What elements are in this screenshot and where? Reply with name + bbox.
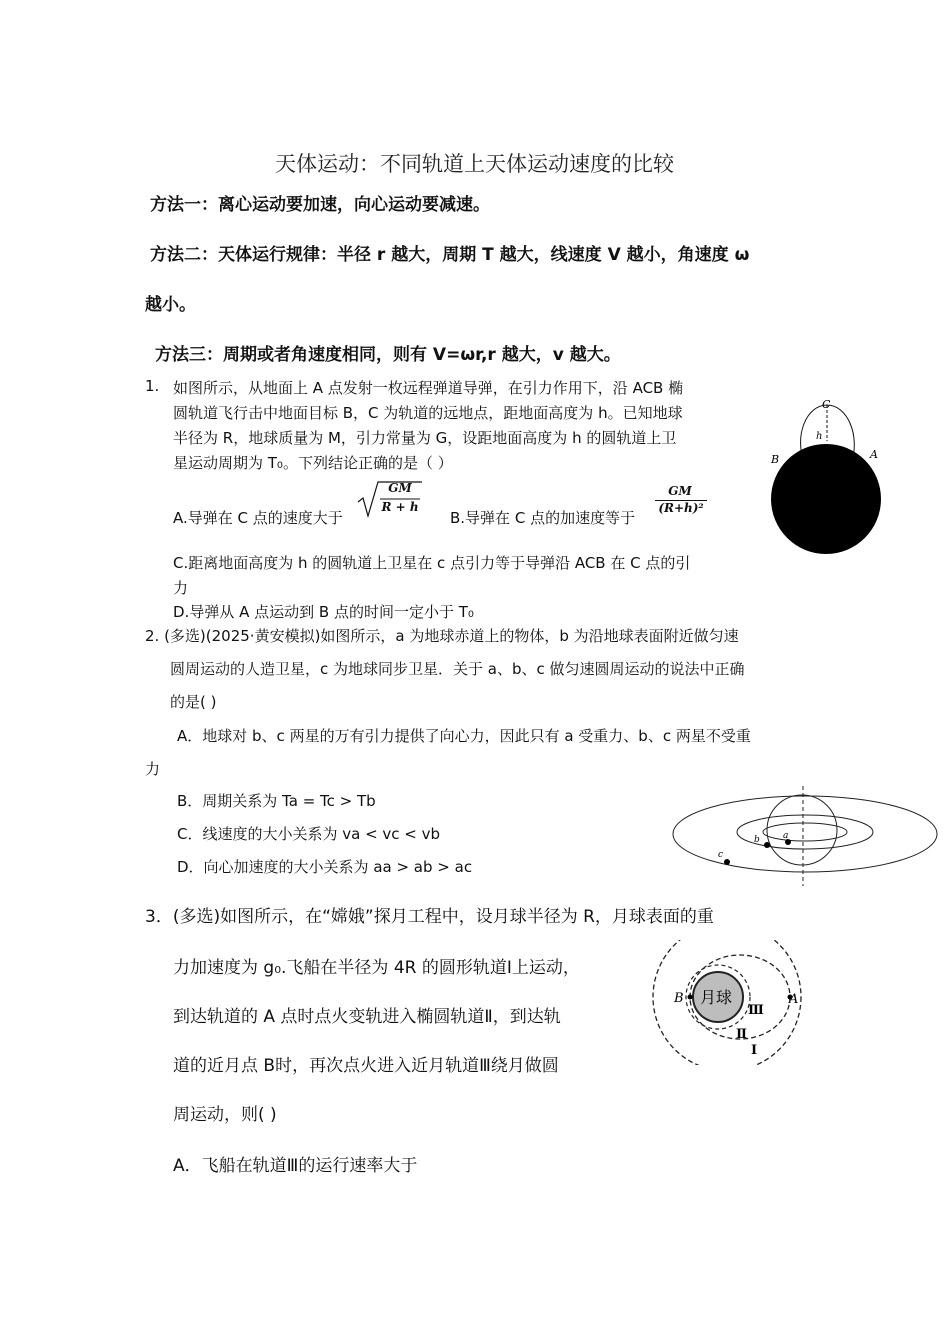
q1-frac-a-numerator: GM — [388, 481, 412, 495]
method-three: 方法三：周期或者角速度相同，则有 V=ωr,r 越大，v 越大。 — [155, 345, 621, 365]
q3-line4: 道的近月点 B时，再次点火进入近月轨道Ⅲ绕月做圆 — [173, 1056, 559, 1076]
q3-label-orbit3: Ⅲ — [748, 1003, 764, 1018]
method-two-line2: 越小。 — [145, 295, 196, 315]
q1-frac-b-numerator: GM — [668, 484, 692, 498]
q1-option-c-line1: C.距离地面高度为 h 的圆轨道上卫星在 c 点引力等于导弹沿 ACB 在 C 点的引 — [173, 554, 691, 572]
q3-label-orbit1: Ⅰ — [751, 1043, 758, 1058]
q2-line3: 的是( ) — [170, 693, 217, 711]
q1-option-a: A.导弹在 C 点的速度大于 — [173, 509, 343, 527]
q1-option-d: D.导弹从 A 点运动到 B 点的时间一定小于 T₀ — [173, 603, 474, 621]
q2-line1: 2. (多选)(2025·黄安模拟)如图所示，a 为地球赤道上的物体，b 为沿地球表面附近做匀速 — [145, 627, 739, 645]
q2-option-b: B．周期关系为 Ta = Tc > Tb — [177, 792, 376, 810]
equator — [763, 823, 847, 841]
q3-line1: 3．(多选)如图所示，在“嫦娥”探月工程中，设月球半径为 R，月球表面的重 — [145, 907, 714, 927]
q3-option-a: A．飞船在轨道Ⅲ的运行速率大于 — [173, 1156, 418, 1176]
q3-line2: 力加速度为 g₀.飞船在半径为 4R 的圆形轨道Ⅰ上运动， — [173, 958, 580, 978]
q1-option-c-line2: 力 — [173, 579, 189, 597]
q3-label-moon: 月球 — [700, 988, 733, 1007]
q1-label-b: B — [771, 453, 780, 466]
q1-frac-b-denominator: (R+h)² — [658, 501, 704, 515]
q2-option-a-line2: 力 — [145, 760, 161, 778]
orbit-c — [673, 796, 937, 872]
q1-line: 半径为 R，地球质量为 M，引力常量为 G，设距地面高度为 h 的圆轨道上卫 — [173, 429, 677, 447]
q3-label-orbit2: Ⅱ — [736, 1027, 747, 1042]
page-title: 天体运动：不同轨道上天体运动速度的比较 — [275, 152, 674, 176]
q1-option-b: B.导弹在 C 点的加速度等于 — [450, 509, 636, 527]
q1-line: 星运动周期为 T₀。下列结论正确的是（ ） — [173, 454, 453, 472]
q2-line2: 圆周运动的人造卫星，c 为地球同步卫星．关于 a、b、c 做匀速圆周运动的说法中正确 — [170, 660, 745, 678]
q1-line: 如图所示，从地面上 A 点发射一枚远程弹道导弹，在引力作用下，沿 ACB 椭 — [173, 379, 684, 397]
q1-line: 圆轨道飞行击中地面目标 B，C 为轨道的远地点，距地面高度为 h。已知地球 — [173, 404, 683, 422]
q2-figure — [672, 780, 942, 890]
q2-label-b: b — [754, 835, 760, 845]
earth-disc — [771, 444, 881, 554]
q1-label-c: C — [822, 398, 831, 411]
q2-label-a: a — [783, 831, 789, 841]
q2-label-c: c — [718, 850, 724, 860]
q2-option-a-line1: A．地球对 b、c 两星的万有引力提供了向心力，因此只有 a 受重力、b、c 两星不受重 — [177, 727, 751, 745]
q1-label-h: h — [816, 431, 823, 442]
q2-option-c: C．线速度的大小关系为 va < vc < vb — [177, 825, 441, 843]
q1-label-a: A — [870, 448, 878, 461]
q1-frac-a-denominator: R + h — [381, 500, 419, 514]
q3-label-b: B — [674, 991, 684, 1006]
method-two-line1: 方法二：天体运行规律：半径 r 越大，周期 T 越大，线速度 V 越小，角速度 ω — [150, 245, 750, 265]
q3-line3: 到达轨道的 A 点时点火变轨进入椭圆轨道Ⅱ，到达轨 — [173, 1007, 561, 1027]
q3-figure — [650, 940, 810, 1065]
q2-option-d: D．向心加速度的大小关系为 aa > ab > ac — [177, 858, 473, 876]
method-one: 方法一：离心运动要加速，向心运动要减速。 — [150, 195, 490, 215]
q1-number: 1. — [145, 377, 160, 395]
q3-label-a: A — [789, 992, 799, 1007]
earth — [767, 795, 837, 865]
q1-figure — [765, 395, 890, 560]
q3-line5: 周运动，则( ) — [173, 1105, 277, 1125]
